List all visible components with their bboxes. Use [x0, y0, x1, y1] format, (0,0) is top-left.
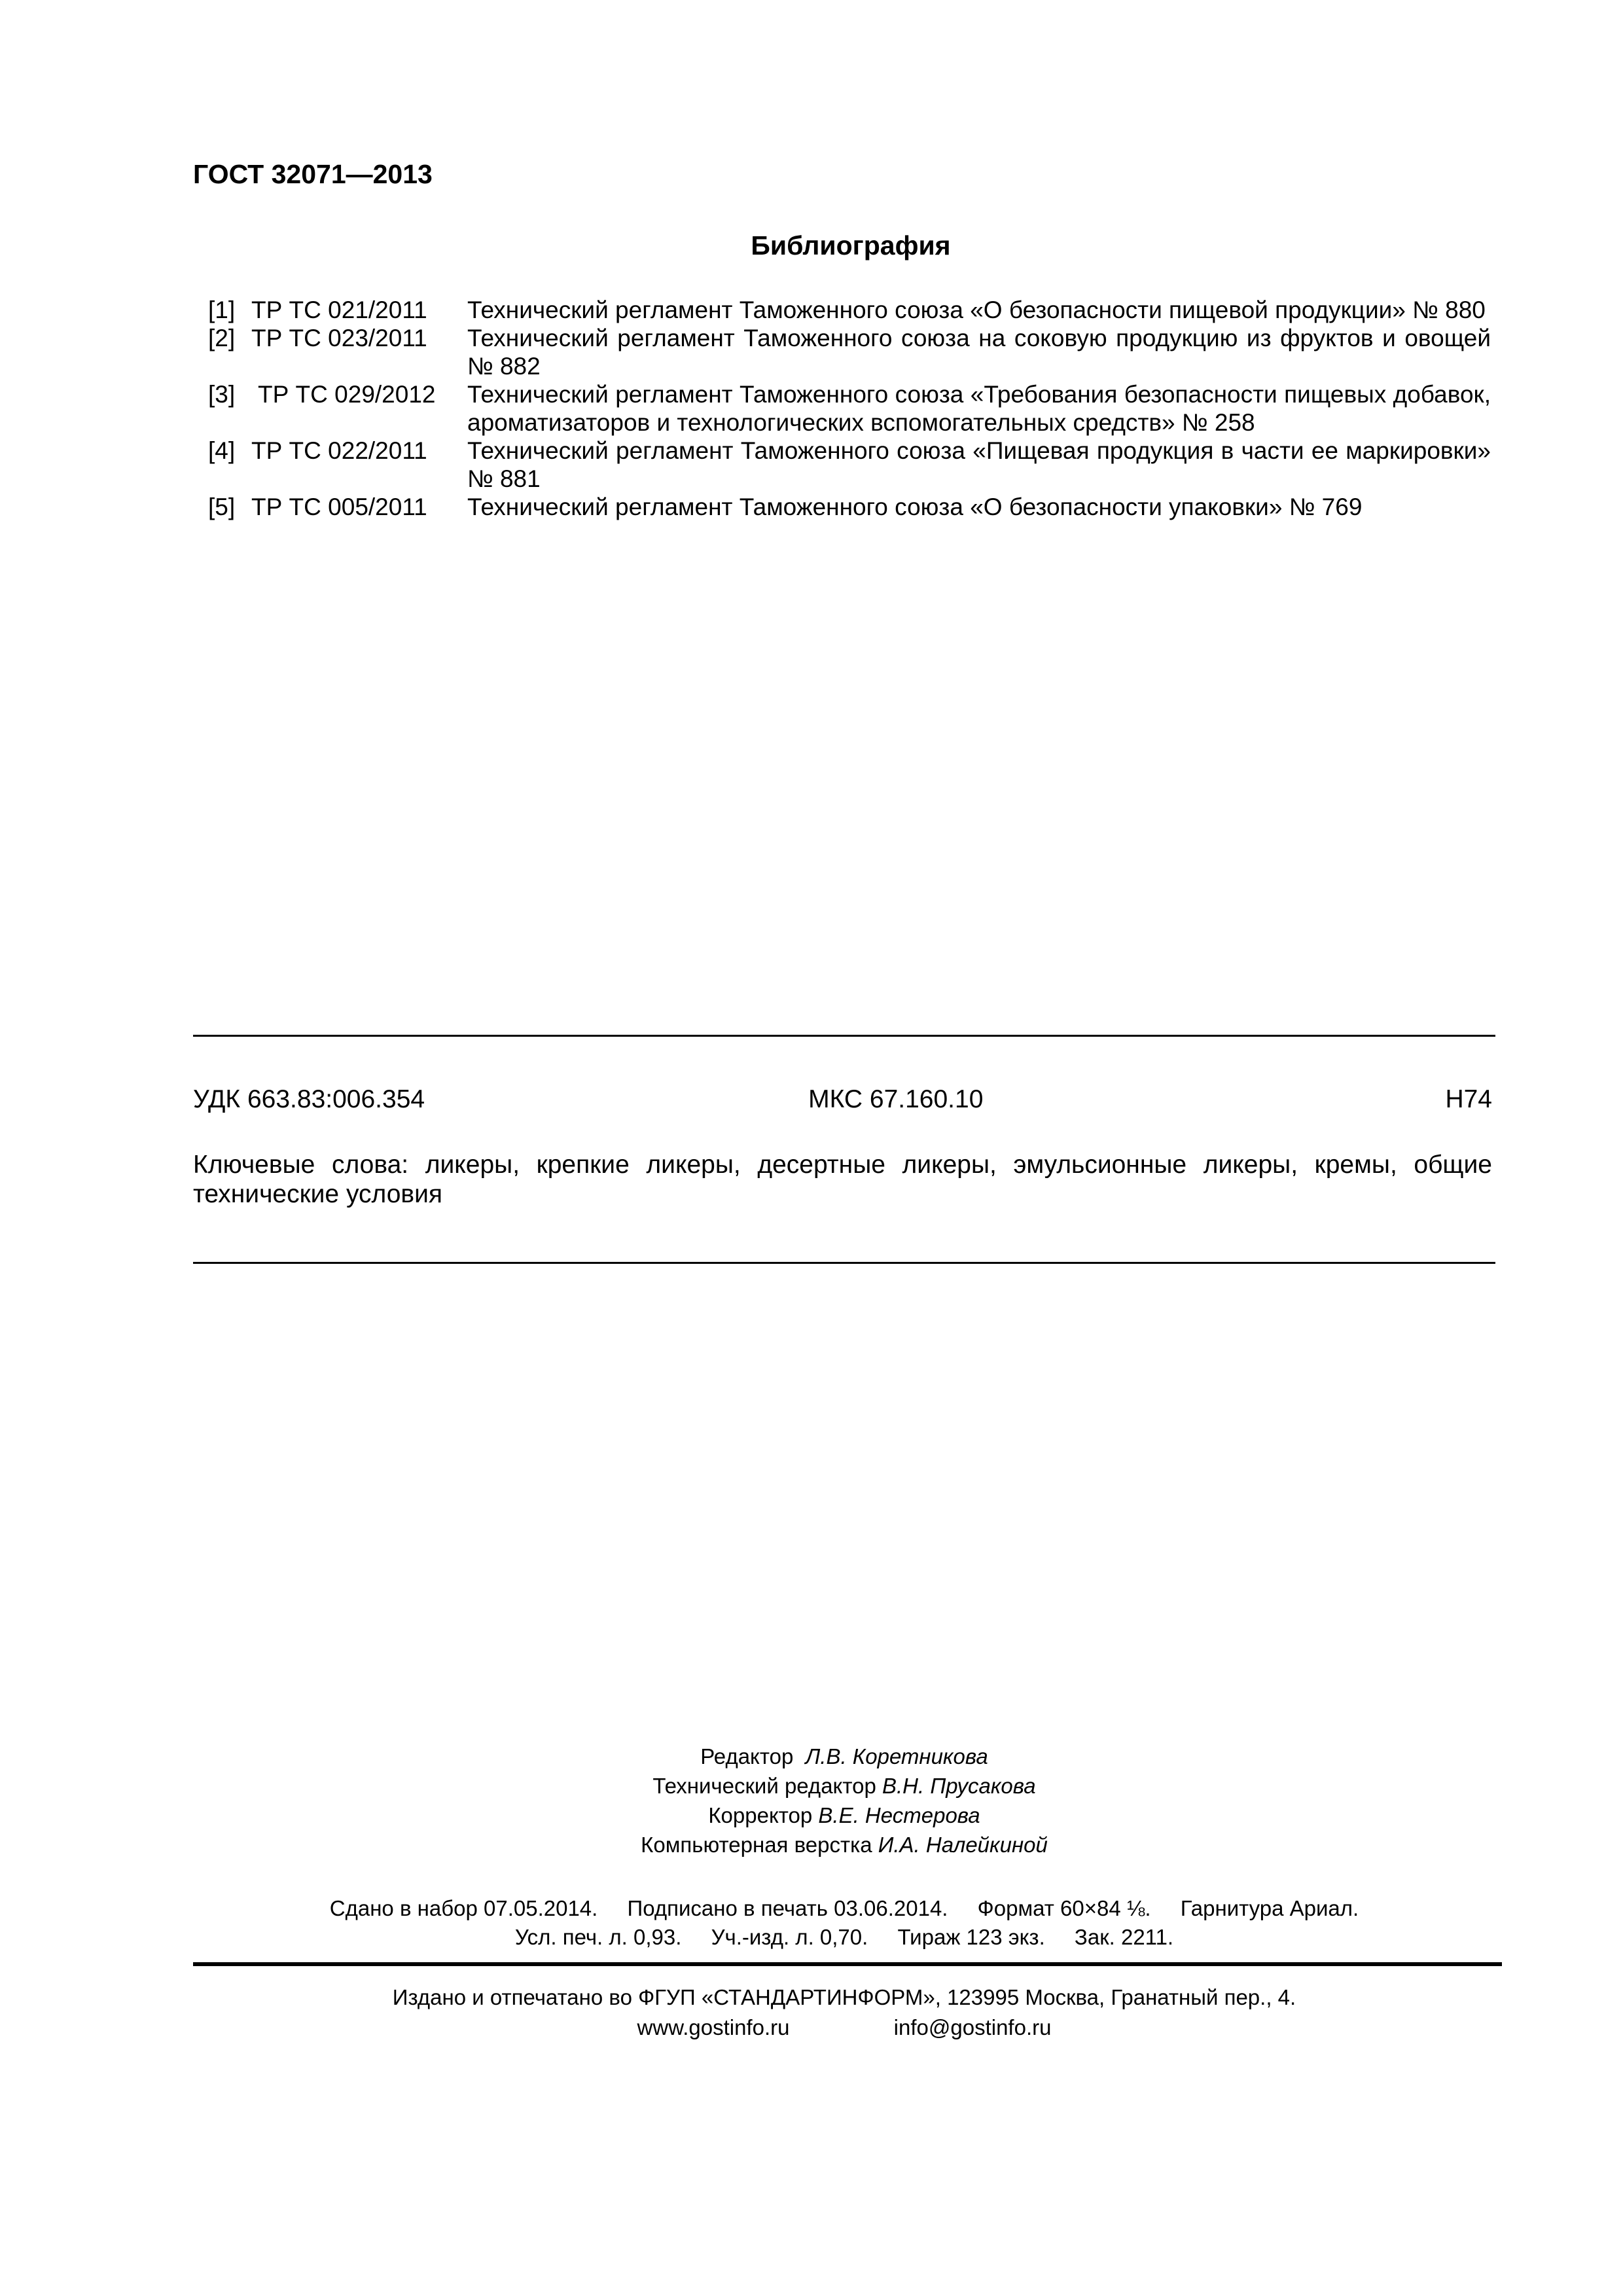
- publisher-contacts: [0, 2015, 1623, 2040]
- corrector-name: В.Е. Нестерова: [818, 1803, 980, 1827]
- editor-label: Редактор: [700, 1744, 794, 1768]
- bibliography-item: [208, 324, 1491, 380]
- staff-tech-editor: [0, 1774, 1623, 1799]
- staff-editor: [0, 1744, 1623, 1769]
- bibliography-item: [208, 380, 1491, 437]
- order-number: Зак. 2211.: [1074, 1925, 1174, 1949]
- bibliography-code: ТР ТС 029/2012: [258, 381, 436, 408]
- corrector-label: Корректор: [708, 1803, 813, 1827]
- bibliography-number: [2]: [208, 325, 236, 351]
- bibliography-number: [1]: [208, 296, 236, 323]
- staff-corrector: [0, 1803, 1623, 1828]
- publisher-website[interactable]: www.gostinfo.ru: [637, 2015, 790, 2039]
- publisher-line: Издано и отпечатано во ФГУП «СТАНДАРТИНФОРМ», 123995 Москва, Гранатный пер., 4.: [392, 1985, 1296, 2009]
- bibliography-text: Технический регламент Таможенного союза «Требования безопасности пищевых добавок, ароматизаторов и технологических вспомогательных средств» № 258: [467, 381, 1491, 436]
- typeface: Гарнитура Ариал.: [1180, 1896, 1359, 1920]
- tech-editor-label: Технический редактор: [652, 1774, 876, 1798]
- divider-middle: [193, 1262, 1495, 1264]
- bibliography-text: Технический регламент Таможенного союза «О безопасности пищевой продукции» № 880: [467, 296, 1486, 323]
- udk-code: УДК 663.83:006.354: [193, 1085, 425, 1113]
- bibliography-title: Библиография: [751, 230, 951, 260]
- staff-layout: [0, 1833, 1623, 1857]
- bibliography-item: [208, 493, 1491, 521]
- bibliography-code: ТР ТС 023/2011: [251, 325, 427, 351]
- classification-row: [193, 1085, 1492, 1114]
- tech-editor-name: В.Н. Прусакова: [882, 1774, 1036, 1798]
- divider-top: [193, 1035, 1495, 1037]
- bibliography-number: [4]: [208, 437, 236, 464]
- print-info-line-2: [0, 1925, 1623, 1950]
- layout-label: Компьютерная верстка: [641, 1833, 872, 1857]
- printed-sheets: Усл. печ. л. 0,93.: [514, 1925, 682, 1949]
- bibliography-item: [208, 296, 1491, 324]
- bibliography-code: ТР ТС 021/2011: [251, 296, 427, 323]
- publishing-sheets: Уч.-изд. л. 0,70.: [711, 1925, 868, 1949]
- bibliography-text: Технический регламент Таможенного союза «О безопасности упаковки» № 769: [467, 493, 1363, 520]
- bibliography-number: [3]: [208, 381, 236, 408]
- editor-name: Л.В. Коретникова: [805, 1744, 988, 1768]
- bibliography-number: [5]: [208, 493, 236, 520]
- submitted-date: Сдано в набор 07.05.2014.: [329, 1896, 598, 1920]
- print-info-line-1: [0, 1896, 1623, 1921]
- divider-bottom: [193, 1962, 1502, 1966]
- classification-code: Н74: [1445, 1085, 1492, 1113]
- print-run: Тираж 123 экз.: [897, 1925, 1045, 1949]
- bibliography-code: ТР ТС 022/2011: [251, 437, 427, 464]
- keywords: Ключевые слова: ликеры, крепкие ликеры, десертные ликеры, эмульсионные ликеры, кремы, общие технические условия: [193, 1151, 1492, 1208]
- mks-code: МКС 67.160.10: [808, 1085, 984, 1113]
- bibliography-text: Технический регламент Таможенного союза на соковую продукцию из фруктов и овощей № 882: [467, 325, 1491, 380]
- publisher-email[interactable]: info@gostinfo.ru: [893, 2015, 1052, 2039]
- bibliography-list: [208, 296, 1491, 521]
- bibliography-text: Технический регламент Таможенного союза «Пищевая продукция в части ее маркировки» № 881: [467, 437, 1491, 492]
- layout-name: И.А. Налейкиной: [878, 1833, 1048, 1857]
- bibliography-code: ТР ТС 005/2011: [251, 493, 427, 520]
- signed-date: Подписано в печать 03.06.2014.: [627, 1896, 948, 1920]
- paper-format: Формат 60×84 ⅛.: [977, 1896, 1151, 1920]
- bibliography-item: [208, 437, 1491, 493]
- document-header: ГОСТ 32071—2013: [193, 159, 433, 189]
